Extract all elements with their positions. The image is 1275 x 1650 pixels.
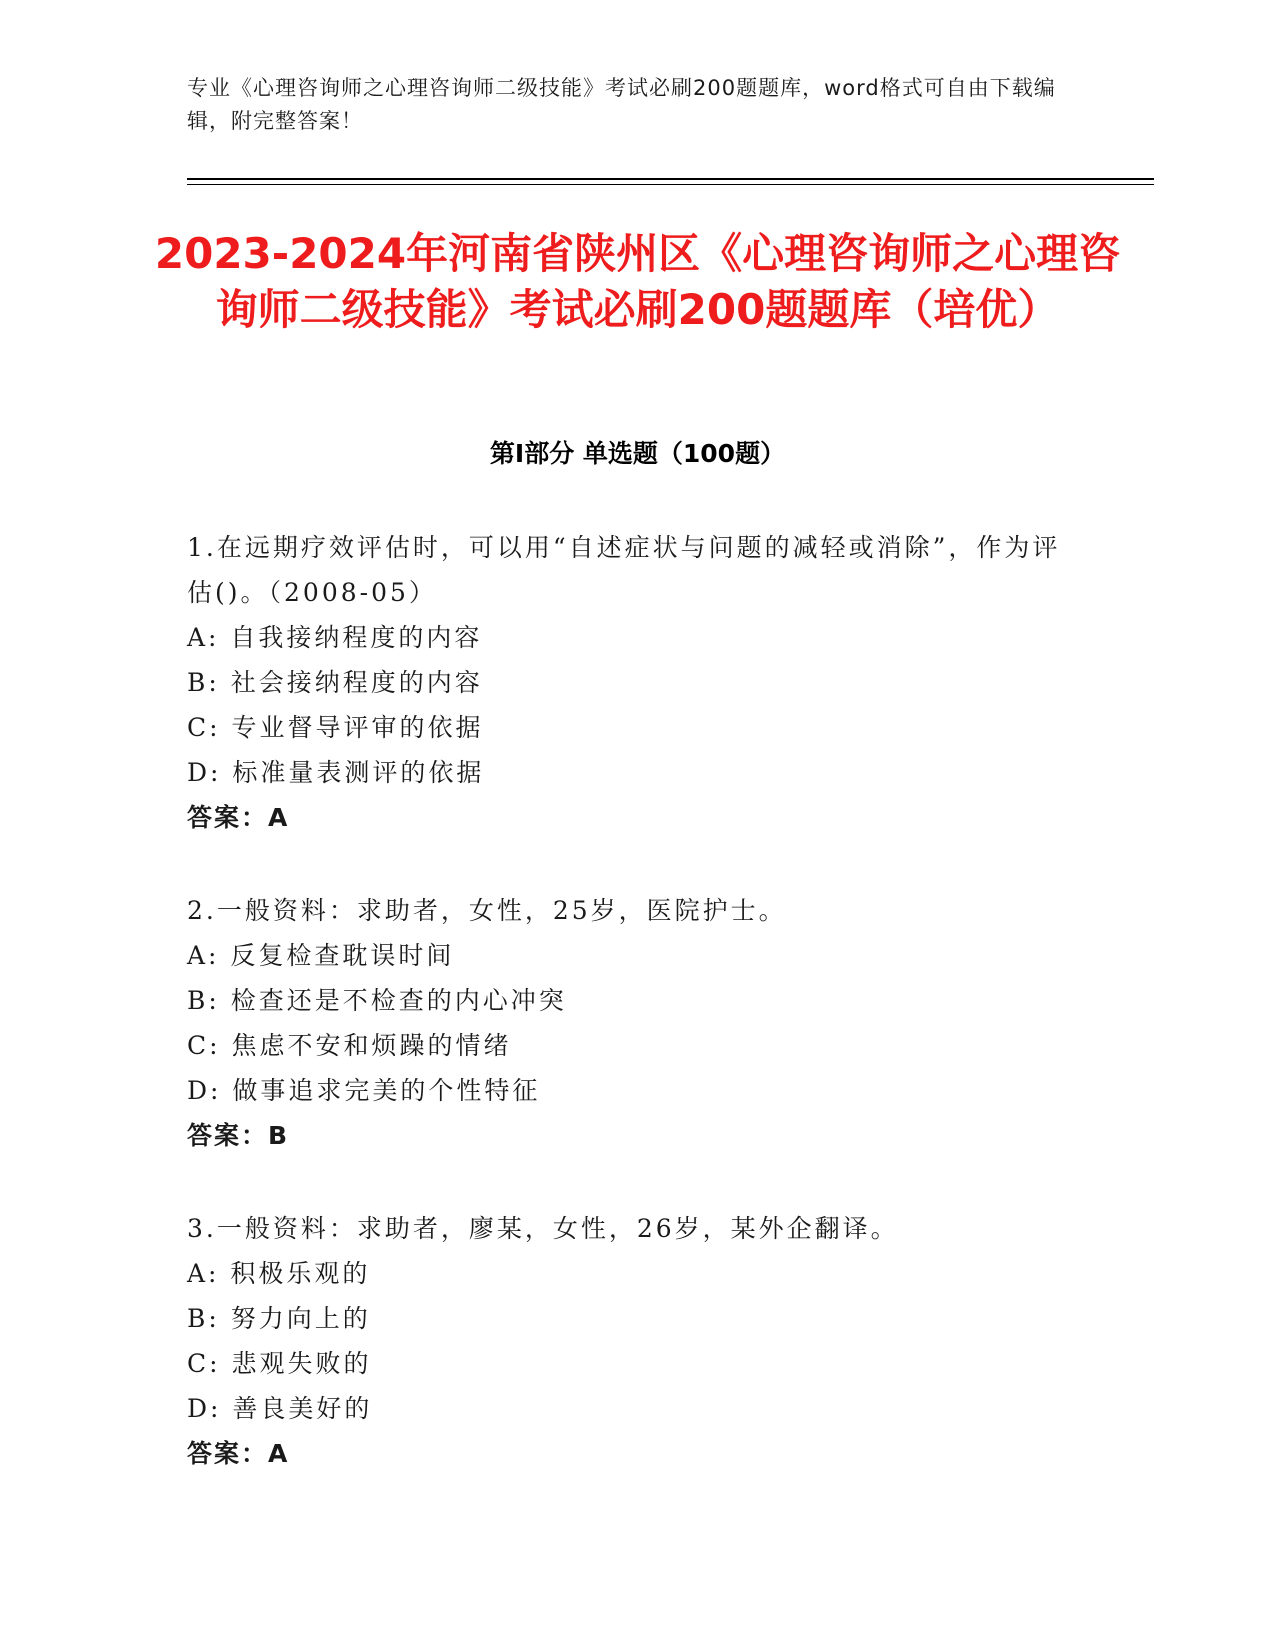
option-c: C: 悲观失败的 [187,1349,372,1378]
header-note: 专业《心理咨询师之心理咨询师二级技能》考试必刷200题题库，word格式可自由下载编辑，附完整答案！ [187,76,1056,133]
header-rule-thick [187,178,1154,180]
option-a: A: 积极乐观的 [187,1259,371,1288]
header-rule-thin [187,184,1154,185]
option-a: A: 反复检查耽误时间 [187,941,455,970]
option-a: A: 自我接纳程度的内容 [187,623,483,652]
question-list [187,525,1067,1524]
option-d: D: 善良美好的 [187,1394,373,1423]
question-item [187,888,1067,1158]
answer: 答案：A [187,1439,290,1468]
question-stem: 1.在远期疗效评估时，可以用“自述症状与问题的减轻或消除”，作为评估()。（2008-05） [187,533,1061,607]
option-d: D: 标准量表测评的依据 [187,758,485,787]
option-b: B: 检查还是不检查的内心冲突 [187,986,567,1015]
question-item [187,525,1067,840]
answer: 答案：B [187,1121,290,1150]
option-c: C: 专业督导评审的依据 [187,713,484,742]
option-d: D: 做事追求完美的个性特征 [187,1076,541,1105]
question-stem: 2.一般资料：求助者，女性，25岁，医院护士。 [187,896,787,925]
option-b: B: 努力向上的 [187,1304,371,1333]
question-item [187,1206,1067,1476]
answer: 答案：A [187,803,290,832]
section-heading: 第Ⅰ部分 单选题（100题） [489,439,786,468]
document-title: 2023-2024年河南省陕州区《心理咨询师之心理咨询师二级技能》考试必刷200题题库（培优） [154,229,1121,334]
option-c: C: 焦虑不安和烦躁的情绪 [187,1031,512,1060]
question-stem: 3.一般资料：求助者，廖某，女性，26岁，某外企翻译。 [187,1214,899,1243]
option-b: B: 社会接纳程度的内容 [187,668,483,697]
